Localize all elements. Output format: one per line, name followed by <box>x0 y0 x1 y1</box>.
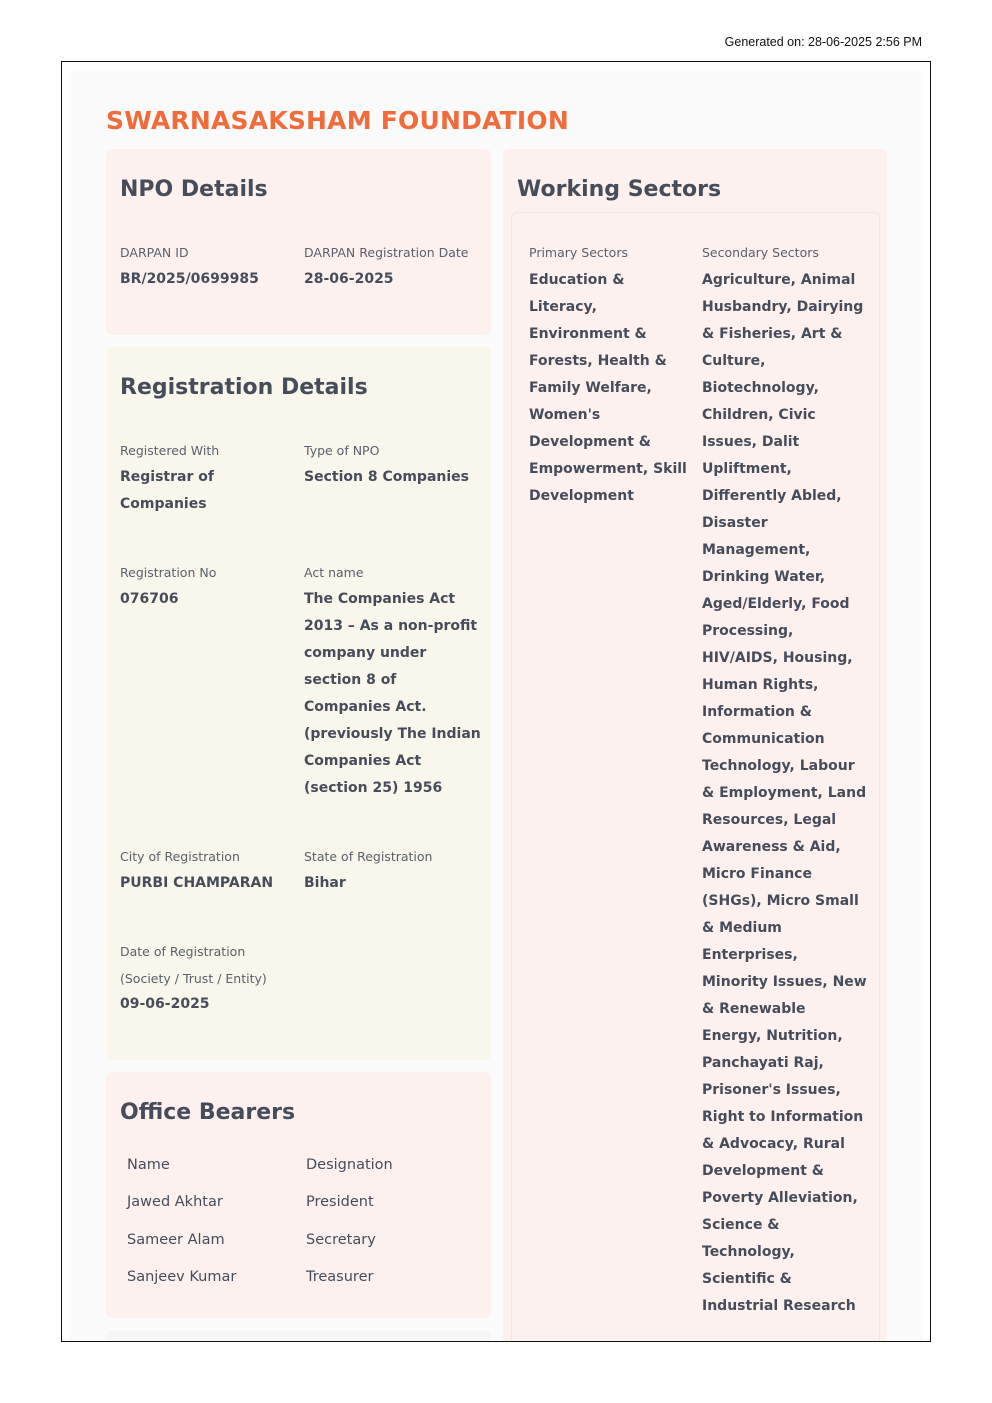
sector-item: Information & Communication Technology, <box>702 704 825 774</box>
org-title: SWARNASAKSHAM FOUNDATION <box>106 106 569 135</box>
sector-item: Prisoner's Issues, <box>702 1082 841 1098</box>
registration-details-heading: Registration Details <box>120 375 368 400</box>
sector-item: Women's Development & Empowerment, <box>529 407 654 477</box>
primary-sectors-list <box>529 267 691 510</box>
office-bearers-heading: Office Bearers <box>120 1100 296 1125</box>
col-header-designation: Designation <box>306 1157 393 1173</box>
sector-item: Skill Development <box>529 461 687 504</box>
office-bearers-card <box>106 1072 491 1318</box>
sector-item: New & Renewable Energy, <box>702 974 867 1044</box>
state-value: Bihar <box>304 875 346 891</box>
npo-type-label: Type of NPO <box>304 443 380 458</box>
sector-item: Food Processing, <box>702 596 850 639</box>
sector-item: Minority Issues, <box>702 974 833 990</box>
npo-type-value: Section 8 Companies <box>304 469 469 485</box>
bearer-name: Sanjeev Kumar <box>127 1269 237 1285</box>
city-value: PURBI CHAMPARAN <box>120 875 274 891</box>
bearer-name: Sameer Alam <box>127 1232 225 1248</box>
darpan-id-label: DARPAN ID <box>120 245 189 260</box>
sector-item: Labour & Employment, <box>702 758 855 801</box>
sector-item: Children, <box>702 407 779 423</box>
darpan-date-label: DARPAN Registration Date <box>304 245 469 260</box>
bearer-name: Jawed Akhtar <box>127 1194 223 1210</box>
bearer-designation: Treasurer <box>306 1269 374 1285</box>
sector-item: Biotechnology, <box>702 380 819 396</box>
sector-item: Right to Information & Advocacy, <box>702 1109 864 1152</box>
sector-item: Health & Family Welfare, <box>529 353 667 396</box>
sector-item: Micro Small & Medium Enterprises, <box>702 893 859 963</box>
generated-timestamp: Generated on: 28-06-2025 2:56 PM <box>724 35 922 49</box>
sector-item: Agriculture, <box>702 272 801 288</box>
sector-item: Drinking Water, <box>702 569 826 585</box>
sector-item: Education & Literacy, <box>529 272 625 315</box>
reg-date-value: 09-06-2025 <box>120 996 210 1012</box>
sector-item: Art & Culture, <box>702 326 843 369</box>
primary-sectors-label: Primary Sectors <box>529 245 628 260</box>
sector-item: Civic Issues, <box>702 407 816 450</box>
col-header-name: Name <box>127 1157 170 1173</box>
document-body <box>70 70 922 1341</box>
secondary-sectors-list <box>702 267 867 1320</box>
sector-item: Micro Finance (SHGs), <box>702 866 812 909</box>
sector-item: Dalit Upliftment, <box>702 434 800 477</box>
bearer-designation: President <box>306 1194 374 1210</box>
sectors-box <box>511 212 880 1342</box>
registration-details-card <box>106 347 491 1060</box>
reg-date-sublabel: (Society / Trust / Entity) <box>120 971 267 986</box>
sector-item: Scientific & Industrial Research <box>702 1271 856 1314</box>
page-frame <box>61 61 931 1342</box>
npo-details-heading: NPO Details <box>120 177 268 202</box>
sector-item: Animal Husbandry, Dairying & Fisheries, <box>702 272 864 342</box>
bearer-designation: Secretary <box>306 1232 376 1248</box>
sector-item: Rural Development & Poverty Alleviation, <box>702 1136 858 1206</box>
act-name-label: Act name <box>304 565 364 580</box>
city-label: City of Registration <box>120 849 240 864</box>
reg-no-label: Registration No <box>120 565 217 580</box>
darpan-id-value: BR/2025/0699985 <box>120 271 259 287</box>
sector-item: Disaster Management, <box>702 515 811 558</box>
reg-no-value: 076706 <box>120 591 179 607</box>
sector-item: Human Rights, <box>702 677 819 693</box>
npo-details-card <box>106 149 491 335</box>
sector-item: Panchayati Raj, <box>702 1055 824 1071</box>
darpan-date-value: 28-06-2025 <box>304 271 394 287</box>
sector-item: Environment & Forests, <box>529 326 647 369</box>
sector-item: Housing, <box>782 650 853 666</box>
sector-item: Aged/Elderly, <box>702 596 812 612</box>
next-card-edge <box>106 1330 491 1342</box>
working-sectors-heading: Working Sectors <box>517 177 722 202</box>
registered-with-value: Registrar of Companies <box>120 469 214 512</box>
sector-item: Science & Technology, <box>702 1217 795 1260</box>
sector-item: HIV/AIDS, <box>702 650 783 666</box>
sector-item: Differently Abled, <box>702 488 842 504</box>
sector-item: Nutrition, <box>766 1028 843 1044</box>
registered-with-label: Registered With <box>120 443 220 458</box>
sector-item: Legal Awareness & Aid, <box>702 812 841 855</box>
reg-date-label: Date of Registration <box>120 944 246 959</box>
working-sectors-card <box>503 149 887 1342</box>
state-label: State of Registration <box>304 849 433 864</box>
sector-item: Land Resources, <box>702 785 867 828</box>
secondary-sectors-label: Secondary Sectors <box>702 245 819 260</box>
act-name-value: The Companies Act 2013 – As a non-profit company under section 8 of Companies Act. (previously The Indian Companies Act (section 25) 1956 <box>304 591 481 796</box>
